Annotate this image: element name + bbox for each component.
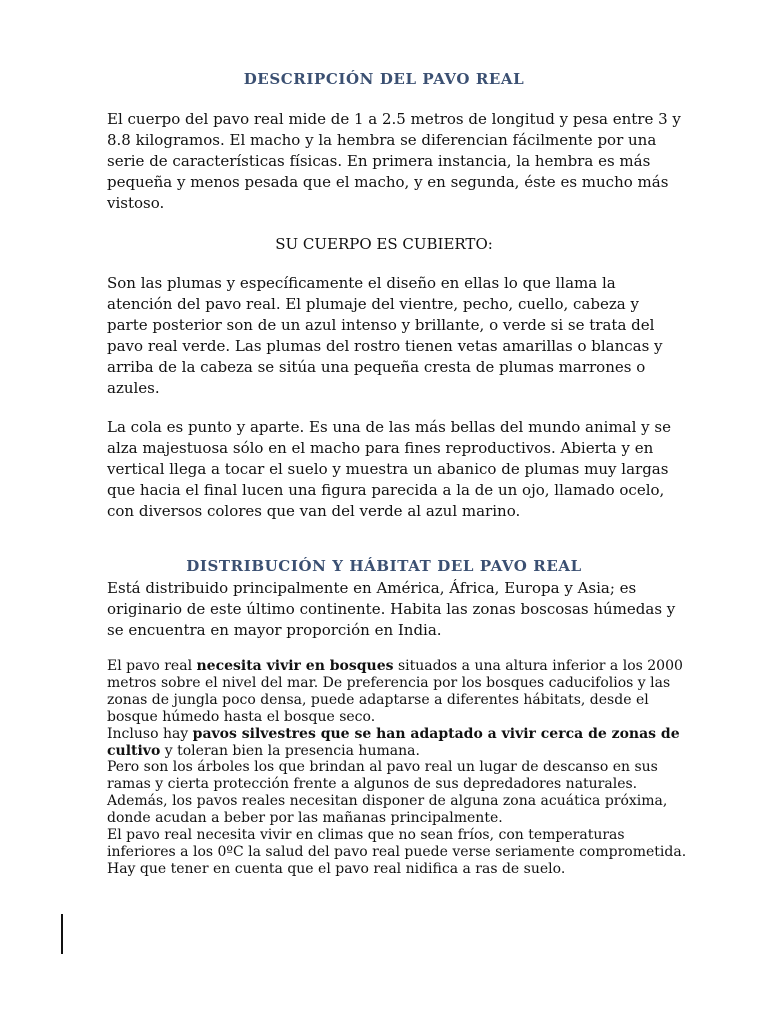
paragraph-habitat xyxy=(107,658,687,878)
habitat-text: El pavo real xyxy=(107,658,197,674)
paragraph-cuerpo: El cuerpo del pavo real mide de 1 a 2.5 metros de longitud y pesa entre 3 y 8.8 kilogramos. El macho y la hembra se diferencian fácilmente por una serie de características físicas. En primera instancia, la hembra es más pequeña y menos pesada que el macho, y en segunda, éste es mucho más vistoso. xyxy=(107,110,681,212)
paragraph-distribucion: Está distribuido principalmente en América, África, Europa y Asia; es originario de este último continente. Habita las zonas boscosas húmedas y se encuentra en mayor proporción en India. xyxy=(107,579,676,639)
habitat-bold-bosques: necesita vivir en bosques xyxy=(196,658,394,674)
habitat-text: situados a una altura inferior a los 2000 metros sobre el nivel del mar. De preferencia por los bosques caducifolios y las zonas de jungla poco densa, puede adaptarse a diferentes hábitats, desde el bosque húmedo hasta el bosque seco. xyxy=(107,658,683,725)
habitat-text: y toleran bien la presencia humana. xyxy=(160,742,420,759)
text-cursor xyxy=(61,914,63,954)
paragraph-cola: La cola es punto y aparte. Es una de las más bellas del mundo animal y se alza majestuosa sólo en el macho para fines reproductivos. Abierta y en vertical llega a tocar el suelo y muestra un abanico de plumas muy largas que hacia el final lucen una figura parecida a la de un ojo, llamado ocelo, con diversos colores que van del verde al azul marino. xyxy=(107,418,672,520)
habitat-bold-cultivo: pavos silvestres que se han adaptado a vivir cerca de zonas de cultivo xyxy=(107,725,680,759)
subheading-cuerpo-cubierto: SU CUERPO ES CUBIERTO: xyxy=(275,235,493,253)
habitat-text: Incluso hay xyxy=(107,725,193,742)
heading-descripcion: DESCRIPCIÓN DEL PAVO REAL xyxy=(243,70,525,88)
paragraph-plumas: Son las plumas y específicamente el diseño en ellas lo que llama la atención del pavo real. El plumaje del vientre, pecho, cuello, cabeza y parte posterior son de un azul intenso y brillante, o verde si se trata del pavo real verde. Las plumas del rostro tienen vetas amarillas o blancas y arriba de la cabeza se sitúa una pequeña cresta de plumas marrones o azules. xyxy=(107,274,663,397)
heading-distribucion: DISTRIBUCIÓN Y HÁBITAT DEL PAVO REAL xyxy=(186,557,582,575)
habitat-text: Pero son los árboles los que brindan al pavo real un lugar de descanso en sus ramas y cierta protección frente a algunos de sus depredadores naturales. Además, los pavos reales necesitan disponer de alguna zona acuática próxima, donde acudan a beber por las mañanas principalmente. xyxy=(107,759,668,827)
habitat-text: El pavo real necesita vivir en climas que no sean fríos, con temperaturas inferiores a los 0ºC la salud del pavo real puede verse seriamente comprometida. Hay que tener en cuenta que el pavo real nidifica a ras de suelo. xyxy=(107,827,687,877)
